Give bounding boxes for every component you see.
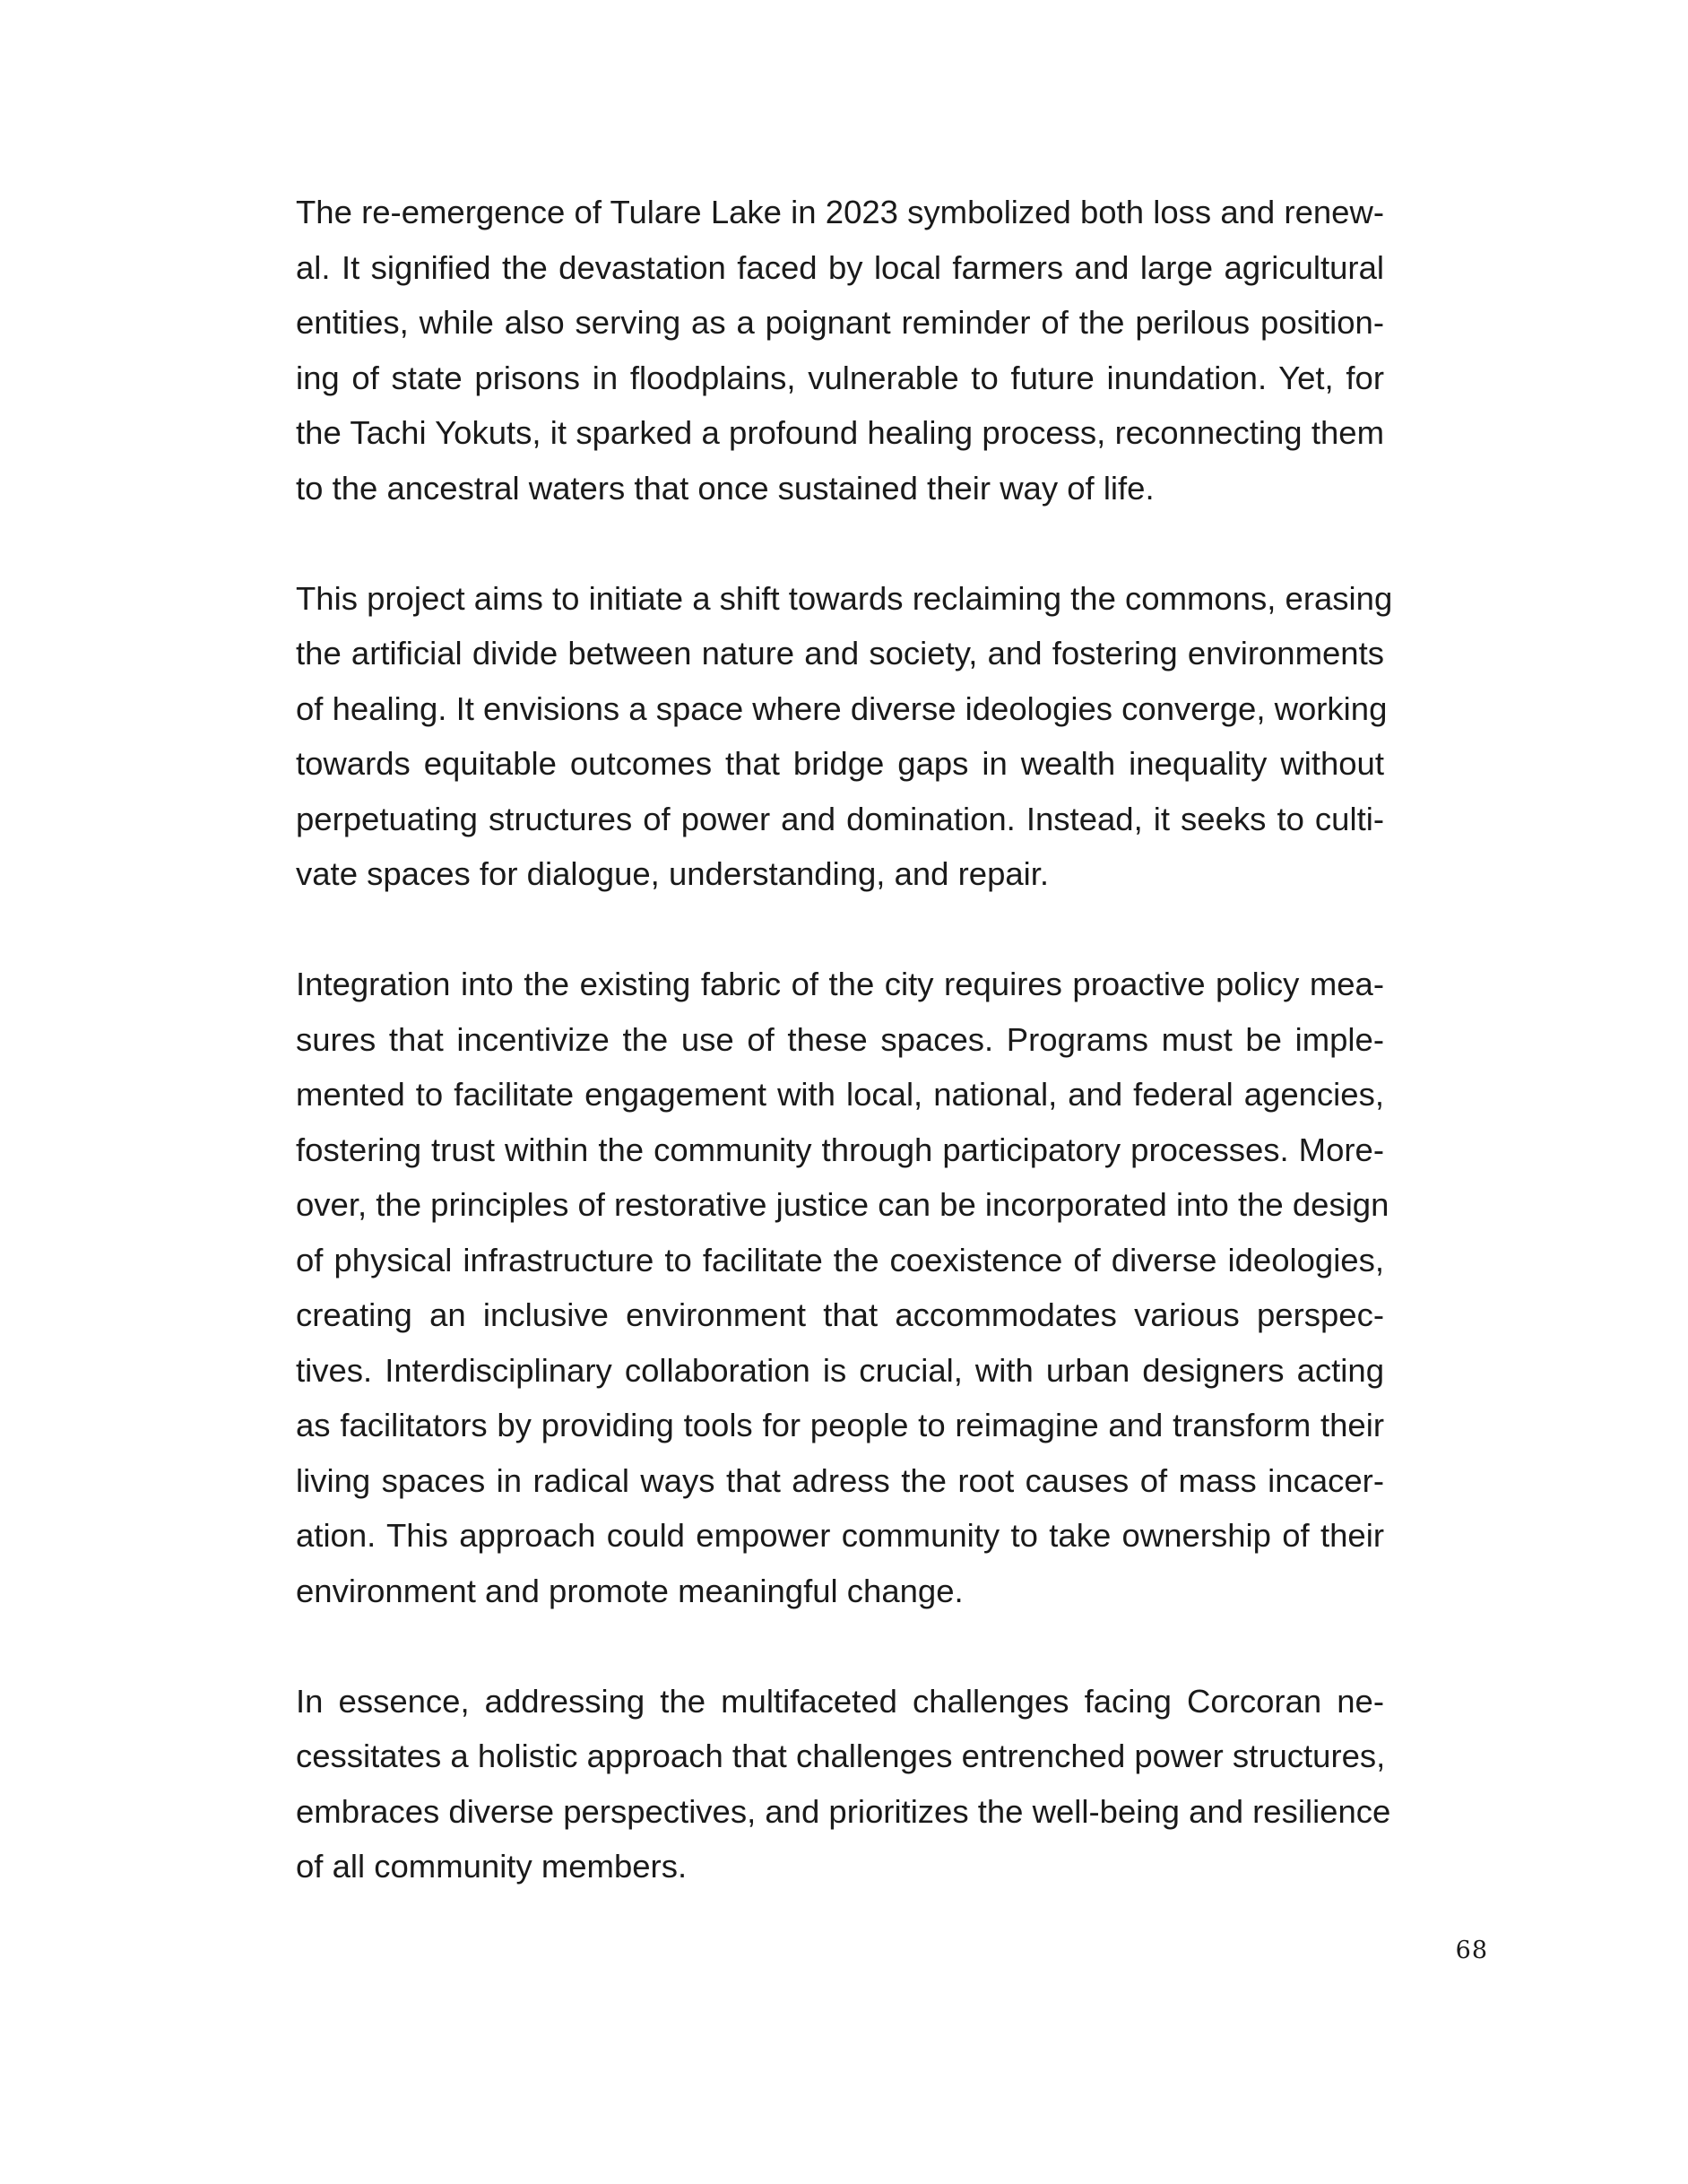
text-line: cessitates a holistic approach that challenges entrenched power structures, — [296, 1738, 1386, 1774]
text-line: of all community members. — [296, 1848, 688, 1885]
paragraph-tulare-lake — [296, 185, 1384, 516]
body-text — [296, 185, 1393, 1949]
text-line: to the ancestral waters that once sustained their way of life. — [296, 469, 1155, 507]
text-line: of healing. It envisions a space where diverse ideologies converge, working — [296, 689, 1388, 727]
text-line: of physical infrastructure to facilitate the coexistence of diverse ideologies, — [296, 1241, 1384, 1278]
text-line: entities, while also serving as a poignant reminder of the perilous position- — [296, 304, 1384, 341]
paragraph-in-essence — [296, 1674, 1391, 1894]
text-line: al. It signified the devastation faced by local farmers and large agricultural — [296, 248, 1384, 286]
text-line: In essence, addressing the multifaceted challenges facing Corcoran ne- — [296, 1682, 1384, 1720]
text-line: ing of state prisons in floodplains, vulnerable to future inundation. Yet, for — [296, 359, 1384, 396]
text-line: sures that incentivize the use of these spaces. Programs must be imple- — [296, 1020, 1384, 1058]
text-line: perpetuating structures of power and domination. Instead, it seeks to culti- — [296, 800, 1384, 837]
text-line: vate spaces for dialogue, understanding, and repair. — [296, 855, 1050, 892]
text-line: Integration into the existing fabric of the city requires proactive policy mea- — [296, 966, 1384, 1002]
text-line: fostering trust within the community through participatory processes. More- — [296, 1131, 1384, 1168]
text-line: The re-emergence of Tulare Lake in 2023 symbolized both loss and renew- — [296, 194, 1384, 230]
text-line: living spaces in radical ways that adress the root causes of mass incacer- — [296, 1461, 1384, 1499]
paragraph-integration — [296, 957, 1389, 1618]
text-line: mented to facilitate engagement with local, national, and federal agencies, — [296, 1076, 1384, 1113]
text-line: tives. Interdisciplinary collaboration is crucial, with urban designers acting — [296, 1351, 1384, 1389]
text-line: environment and promote meaningful change. — [296, 1572, 964, 1609]
text-line: the Tachi Yokuts, it sparked a profound healing process, reconnecting them — [296, 414, 1384, 451]
text-line: over, the principles of restorative justice can be incorporated into the design — [296, 1186, 1389, 1223]
text-line: towards equitable outcomes that bridge gaps in wealth inequality without — [296, 745, 1384, 782]
paragraph-project-aims — [296, 571, 1393, 902]
text-line: as facilitators by providing tools for people to reimagine and transform their — [296, 1407, 1384, 1443]
text-line: This project aims to initiate a shift towards reclaiming the commons, erasing — [296, 579, 1393, 617]
text-line: embraces diverse perspectives, and prioritizes the well-being and resilience — [296, 1792, 1391, 1830]
text-line: the artificial divide between nature and society, and fostering environments — [296, 635, 1384, 672]
text-line: ation. This approach could empower community to take ownership of their — [296, 1517, 1384, 1554]
page-number: 68 — [1455, 1937, 1488, 1964]
text-line: creating an inclusive environment that accommodates various perspec- — [296, 1296, 1384, 1333]
